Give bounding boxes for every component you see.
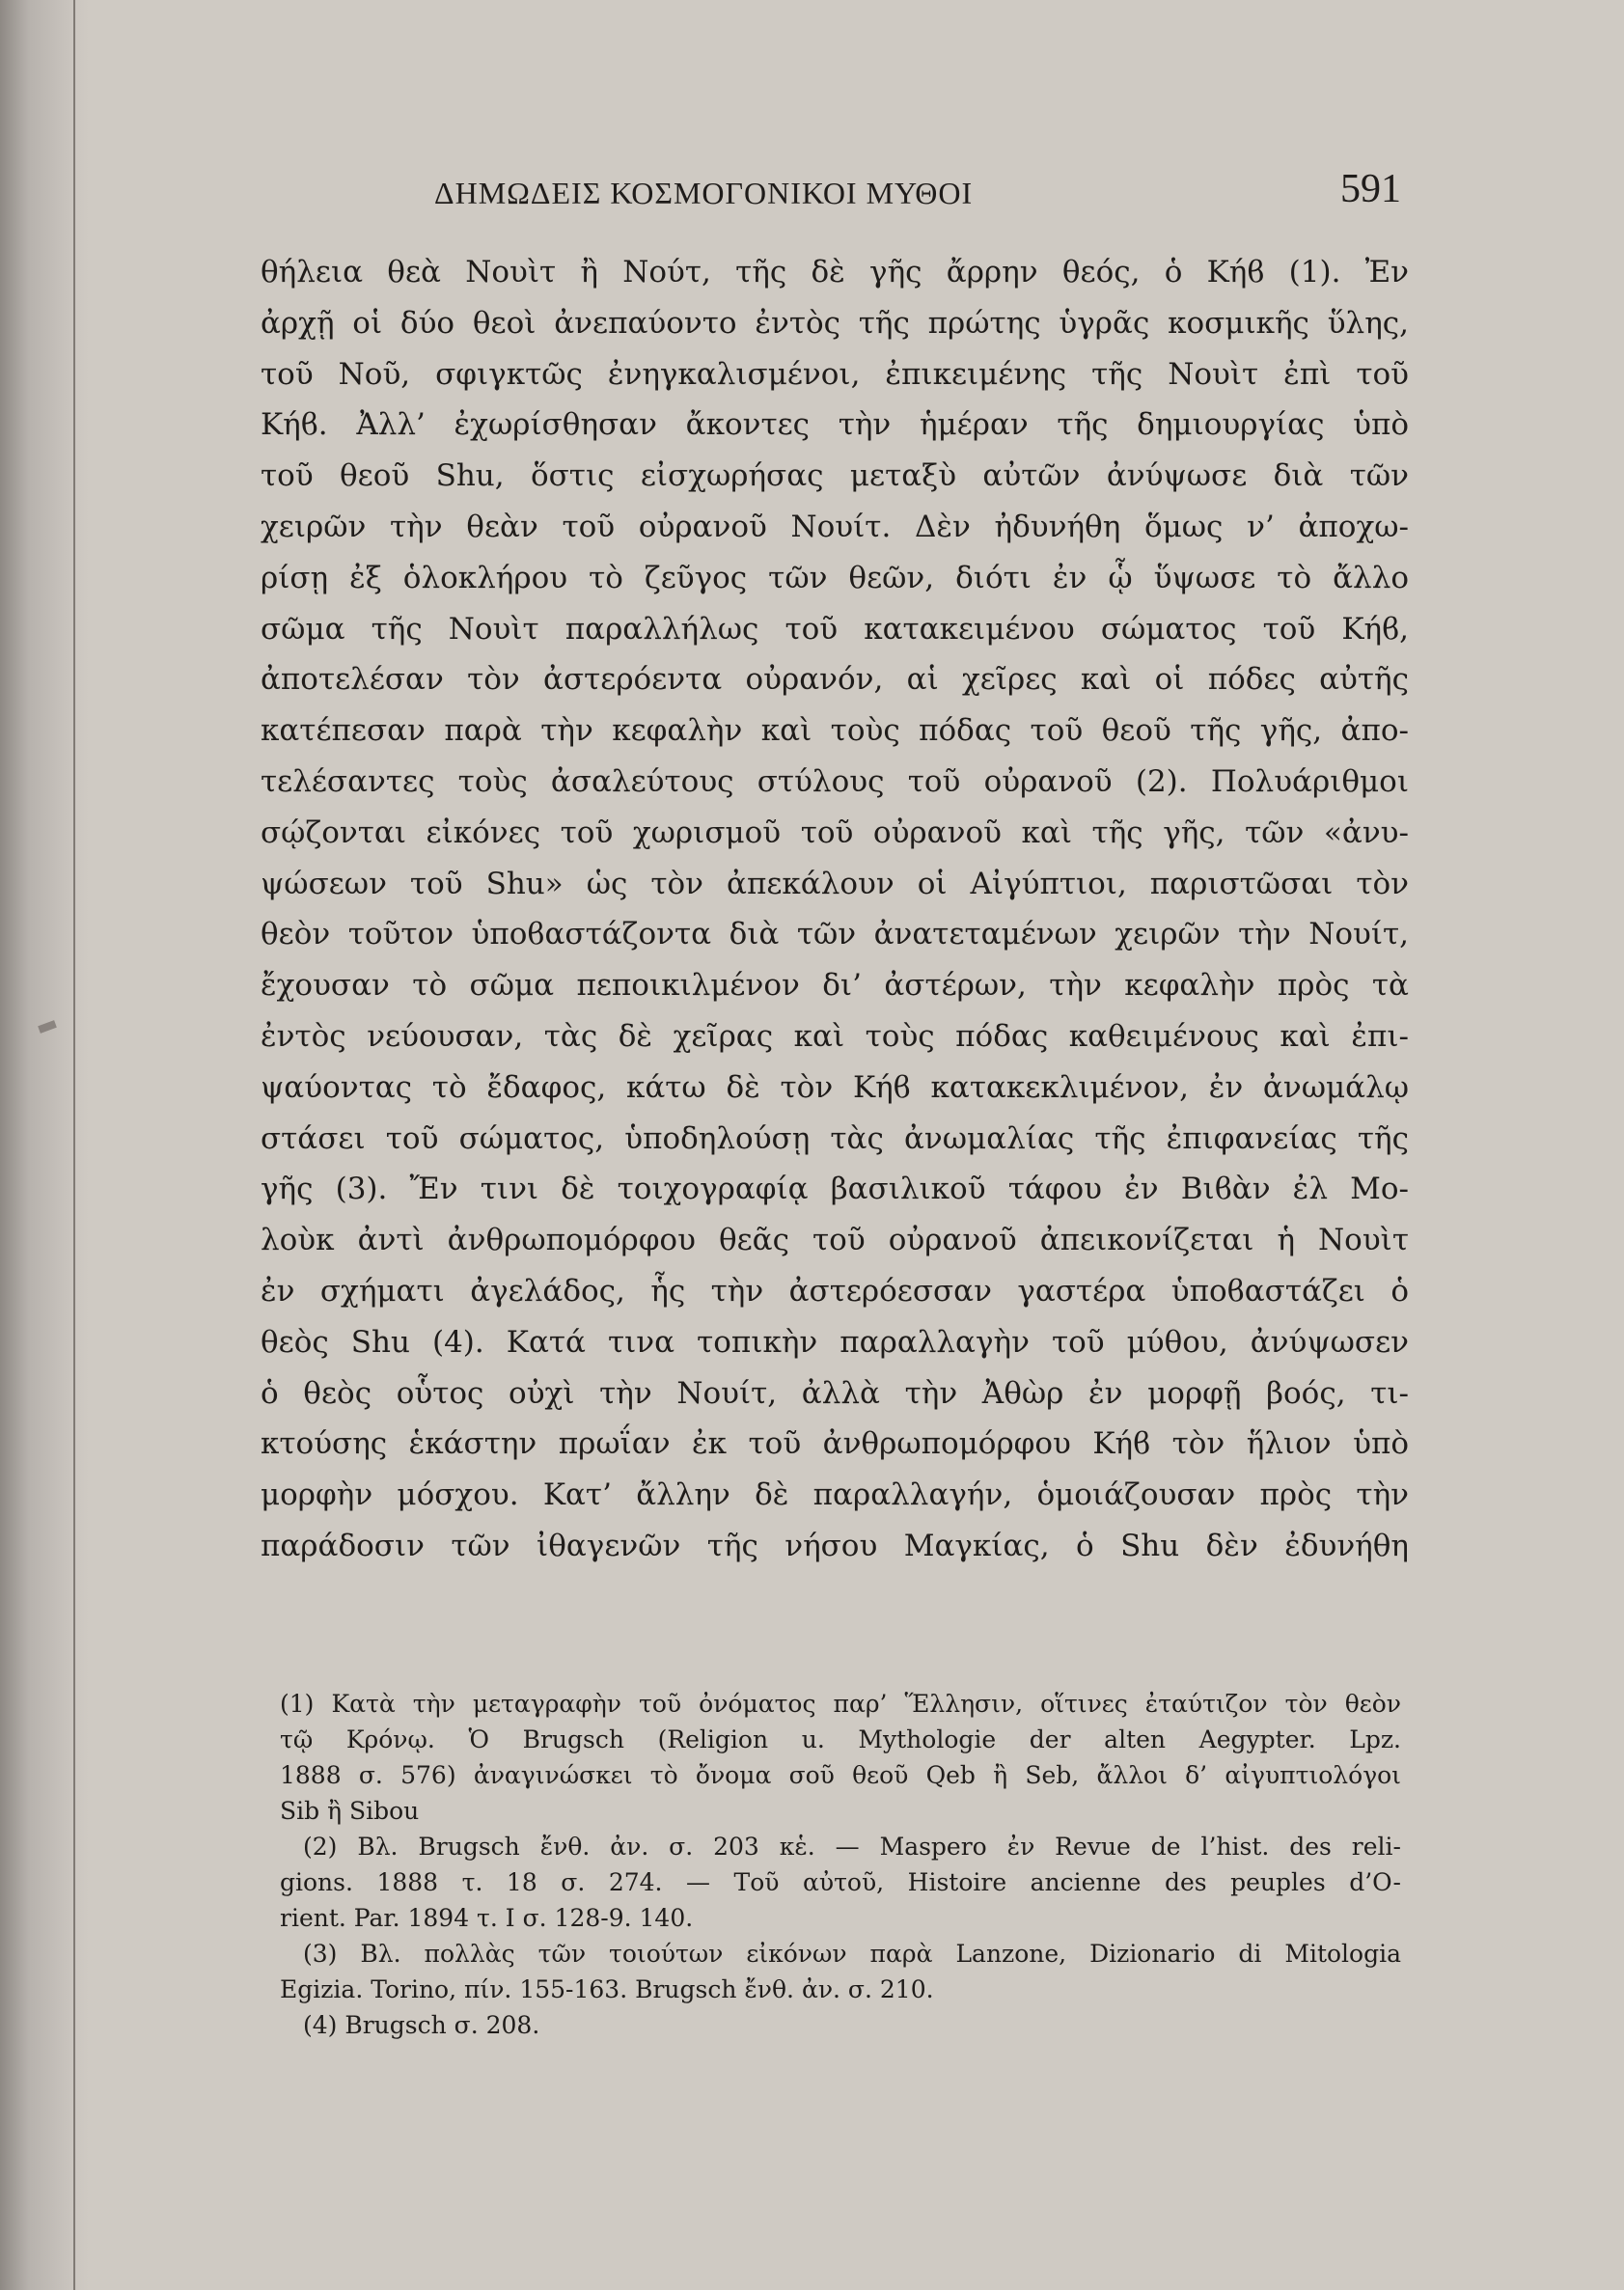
text-line-6: χειρῶν τὴν θεὰν τοῦ οὐρανοῦ Νουίτ. Δὲν ἠδυνήθη ὅμως ν’ ἀποχω- bbox=[261, 509, 1409, 544]
binding-edge-line bbox=[73, 0, 75, 2290]
book-binding-shadow bbox=[0, 0, 89, 2290]
text-line-25: μορφὴν μόσχου. Κατ’ ἄλλην δὲ παραλλαγήν, ὁμοιάζουσαν πρὸς τὴν bbox=[261, 1477, 1409, 1513]
footnote-line-4: Sib ἢ Sibou bbox=[280, 1797, 420, 1825]
text-line-22: θεὸς Shu (4). Κατά τινα τοπικὴν παραλλαγὴν τοῦ μύθου, ἀνύψωσεν bbox=[261, 1324, 1409, 1360]
book-page bbox=[261, 166, 1409, 2086]
footnote-line-10: (4) Brugsch σ. 208. bbox=[303, 2011, 540, 2039]
text-line-21: ἐν σχήματι ἀγελάδος, ἧς τὴν ἀστερόεσσαν γαστέρα ὑποϐαστάζει ὁ bbox=[261, 1273, 1409, 1309]
text-line-13: ψώσεων τοῦ Shu» ὡς τὸν ἀπεκάλουν οἱ Αἰγύπτιοι, παριστῶσαι τὸν bbox=[261, 866, 1409, 901]
text-line-20: λοὺκ ἀντὶ ἀνθρωπομόρφου θεᾶς τοῦ οὐρανοῦ ἀπεικονίζεται ἡ Νουὶτ bbox=[261, 1223, 1409, 1258]
text-line-2: ἀρχῇ οἱ δύο θεοὶ ἀνεπαύοντο ἐντὸς τῆς πρώτης ὑγρᾶς κοσμικῆς ὕλης, bbox=[261, 305, 1409, 341]
footnote-line-7: rient. Par. 1894 τ. Ι σ. 128-9. 140. bbox=[280, 1904, 694, 1932]
text-line-14: θεὸν τοῦτον ὑποϐαστάζοντα διὰ τῶν ἀνατεταμένων χειρῶν τὴν Νουίτ, bbox=[261, 917, 1409, 952]
text-line-3: τοῦ Νοῦ, σφιγκτῶς ἐνηγκαλισμένοι, ἐπικειμένης τῆς Νουὶτ ἐπὶ τοῦ bbox=[261, 356, 1409, 392]
text-line-15: ἔχουσαν τὸ σῶμα πεποικιλμένον δι’ ἀστέρων, τὴν κεφαλὴν πρὸς τὰ bbox=[261, 968, 1409, 1004]
text-line-7: ρίσῃ ἐξ ὁλοκλήρου τὸ ζεῦγος τῶν θεῶν, διότι ἐν ᾧ ὕψωσε τὸ ἄλλο bbox=[261, 560, 1409, 595]
footnotes bbox=[280, 1686, 1401, 2043]
text-line-24: κτούσης ἑκάστην πρωΐαν ἐκ τοῦ ἀνθρωπομόρφου Κήϐ τὸν ἥλιον ὑπὸ bbox=[261, 1426, 1409, 1462]
footnote-line-2: τῷ Κρόνῳ. Ὁ Brugsch (Religion u. Mythologie der alten Aegypter. Lpz. bbox=[280, 1725, 1401, 1753]
text-line-5: τοῦ θεοῦ Shu, ὅστις εἰσχωρήσας μεταξὺ αὐτῶν ἀνύψωσε διὰ τῶν bbox=[261, 458, 1409, 494]
footnote-line-1: (1) Κατὰ τὴν μεταγραφὴν τοῦ ὀνόματος παρ’ Ἕλλησιν, οἵτινες ἐταύτιζον τὸν θεὸν bbox=[280, 1690, 1401, 1718]
text-line-19: γῆς (3). Ἔν τινι δὲ τοιχογραφίᾳ βασιλικοῦ τάφου ἐν Βιϐὰν ἐλ Μο- bbox=[261, 1172, 1409, 1207]
text-line-4: Κήϐ. Ἀλλ’ ἐχωρίσθησαν ἄκοντες τὴν ἡμέραν τῆς δημιουργίας ὑπὸ bbox=[261, 407, 1409, 443]
main-text bbox=[261, 247, 1409, 1572]
footnote-line-8: (3) Βλ. πολλὰς τῶν τοιούτων εἰκόνων παρὰ Lanzone, Dizionario di Mitologia bbox=[303, 1940, 1401, 1968]
page-header bbox=[261, 166, 1409, 234]
text-line-16: ἐντὸς νεύουσαν, τὰς δὲ χεῖρας καὶ τοὺς πόδας καθειμένους καὶ ἐπι- bbox=[261, 1018, 1409, 1054]
text-line-26: παράδοσιν τῶν ἰθαγενῶν τῆς νήσου Μαγκίας, ὁ Shu δὲν ἐδυνήθη bbox=[261, 1528, 1409, 1563]
text-line-11: τελέσαντες τοὺς ἀσαλεύτους στύλους τοῦ οὐρανοῦ (2). Πολυάριθμοι bbox=[261, 763, 1409, 799]
text-line-23: ὁ θεὸς οὗτος οὐχὶ τὴν Νουίτ, ἀλλὰ τὴν Ἀθὼρ ἐν μορφῇ βοός, τι- bbox=[261, 1375, 1409, 1411]
footnote-line-9: Egizia. Torino, πίν. 155-163. Brugsch ἔνθ. ἀν. σ. 210. bbox=[280, 1975, 934, 2003]
text-line-17: ψαύοντας τὸ ἔδαφος, κάτω δὲ τὸν Κήϐ κατακεκλιμένον, ἐν ἀνωμάλῳ bbox=[261, 1069, 1409, 1105]
text-line-12: σῴζονται εἰκόνες τοῦ χωρισμοῦ τοῦ οὐρανοῦ καὶ τῆς γῆς, τῶν «ἀνυ- bbox=[261, 814, 1409, 850]
running-title: ΔΗΜΩΔΕΙΣ ΚΟΣΜΟΓΟΝΙΚΟΙ ΜΥΘΟΙ bbox=[434, 176, 974, 210]
text-line-9: ἀποτελέσαν τὸν ἀστερόεντα οὐρανόν, αἱ χεῖρες καὶ οἱ πόδες αὐτῆς bbox=[261, 662, 1409, 698]
text-line-10: κατέπεσαν παρὰ τὴν κεφαλὴν καὶ τοὺς πόδας τοῦ θεοῦ τῆς γῆς, ἀπο- bbox=[261, 713, 1409, 749]
footnote-line-3: 1888 σ. 576) ἀναγινώσκει τὸ ὄνομα σοῦ θεοῦ Qeb ἢ Seb, ἄλλοι δ’ αἰγυπτιολόγοι bbox=[280, 1761, 1401, 1789]
footnote-line-5: (2) Βλ. Brugsch ἔνθ. ἀν. σ. 203 κἑ. — Maspero ἐν Revue de l’hist. des reli- bbox=[303, 1833, 1401, 1861]
text-line-1: θήλεια θεὰ Νουὶτ ἢ Νούτ, τῆς δὲ γῆς ἄρρην θεός, ὁ Κήϐ (1). Ἐν bbox=[261, 255, 1409, 290]
text-line-8: σῶμα τῆς Νουὶτ παραλλήλως τοῦ κατακειμένου σώματος τοῦ Κήϐ, bbox=[261, 611, 1409, 647]
footnote-line-6: gions. 1888 τ. 18 σ. 274. — Τοῦ αὐτοῦ, Histoire ancienne des peuples d’O- bbox=[280, 1868, 1401, 1896]
text-line-18: στάσει τοῦ σώματος, ὑποδηλούσῃ τὰς ἀνωμαλίας τῆς ἐπιφανείας τῆς bbox=[261, 1120, 1409, 1156]
page-number: 591 bbox=[1340, 167, 1401, 211]
